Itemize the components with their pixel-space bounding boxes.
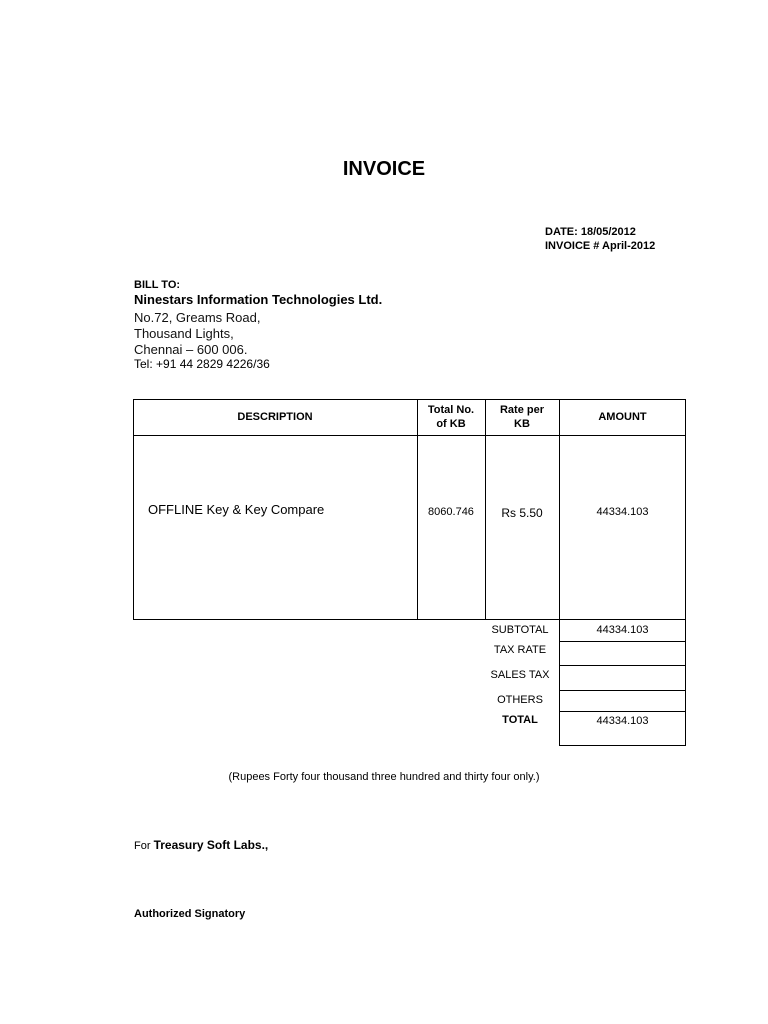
total-value: 44334.103 — [596, 715, 649, 727]
header-divider — [133, 435, 686, 436]
header-line: KB — [514, 418, 530, 430]
summary-box — [559, 620, 686, 746]
summary-divider — [559, 711, 686, 712]
subtotal-value: 44334.103 — [596, 624, 649, 636]
others-label: OTHERS — [497, 694, 543, 706]
bill-to-address — [134, 310, 260, 358]
subtotal-label: SUBTOTAL — [491, 624, 549, 636]
summary-divider — [559, 665, 686, 666]
for-company: Treasury Soft Labs., — [153, 838, 269, 852]
row-description: OFFLINE Key & Key Compare — [148, 502, 325, 517]
header-rate — [485, 403, 559, 431]
bill-to-label: BILL TO: — [134, 279, 181, 291]
sales-tax-label: SALES TAX — [490, 669, 550, 681]
tax-rate-label: TAX RATE — [493, 644, 547, 656]
address-line: Chennai – 600 006. — [134, 342, 248, 357]
bill-to-company: Ninestars Information Technologies Ltd. — [134, 292, 383, 307]
row-total-kb: 8060.746 — [428, 506, 474, 518]
for-company-line — [134, 838, 268, 852]
header-line: Total No. — [427, 404, 475, 416]
summary-divider — [559, 690, 686, 691]
invoice-meta — [545, 225, 655, 253]
invoice-number: INVOICE # April-2012 — [545, 240, 656, 252]
address-line: Thousand Lights, — [134, 326, 234, 341]
for-prefix: For — [134, 840, 151, 852]
header-line: of KB — [436, 418, 466, 430]
summary-divider — [559, 641, 686, 642]
address-line: No.72, Greams Road, — [134, 310, 261, 325]
header-total-kb — [417, 403, 485, 431]
invoice-date: DATE: 18/05/2012 — [545, 226, 636, 238]
invoice-title: INVOICE — [342, 158, 426, 180]
header-line: Rate per — [499, 404, 545, 416]
row-amount: 44334.103 — [596, 506, 649, 518]
header-amount: AMOUNT — [598, 411, 647, 423]
header-description: DESCRIPTION — [237, 411, 313, 423]
row-rate: Rs 5.50 — [501, 506, 543, 520]
authorized-signatory: Authorized Signatory — [134, 908, 246, 920]
bill-to-tel: Tel: +91 44 2829 4226/36 — [134, 357, 270, 371]
total-label: TOTAL — [502, 714, 538, 726]
amount-in-words: (Rupees Forty four thousand three hundred and thirty four only.) — [228, 771, 540, 783]
